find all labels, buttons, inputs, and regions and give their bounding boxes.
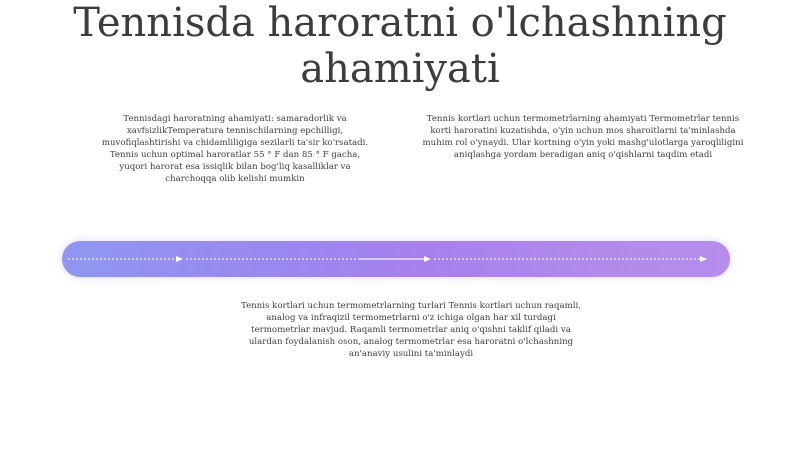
text-block-right: Tennis kortlari uchun termometrlarning ahamiyati Termometrlar tennis korti haroratini kuzatishda, o'yin uchun mos sharoitlarni ta'minlashda muhim rol o'ynaydi. Ular kortning o'yin yoki mashg'ulotlarga yaroqliligini aniqlashga yordam beradigan aniq o'qishlarni taqdim etadi xyxy=(422,114,744,160)
text-block-bottom: Tennis kortlari uchun termometrlarning turlari Tennis kortlari uchun raqamli, analog va infraqizil termometrlarni o'z ichiga olgan har xil turdagi termometrlar mavjud. Raqamli termometrlar aniq o'qishni taklif qiladi va ulardan foydalanish oson, analog termometrlar esa haroratni o'lchashning an'anaviy usulini ta'minlaydi xyxy=(241,301,581,359)
arrow-right-icon xyxy=(700,256,707,262)
timeline-bar xyxy=(62,241,730,277)
timeline-arrows xyxy=(62,241,730,277)
text-block-left: Tennisdagi haroratning ahamiyati: samaradorlik va xavfsizlikTemperatura tennischilarning epchilligi, muvofiqlashtirishi va chidamliligiga sezilarli ta'sir ko'rsatadi. Tennis uchun optimal haroratlar 55 ° F dan 85 ° F gacha, yuqori harorat esa issiqlik bilan bog'liq kasalliklar va charchoqqa olib kelishi mumkin xyxy=(101,114,369,184)
slide-title: Tennisda haroratni o'lchashning ahamiyati xyxy=(73,0,727,92)
arrow-right-icon xyxy=(424,256,431,262)
arrow-right-icon xyxy=(176,256,183,262)
